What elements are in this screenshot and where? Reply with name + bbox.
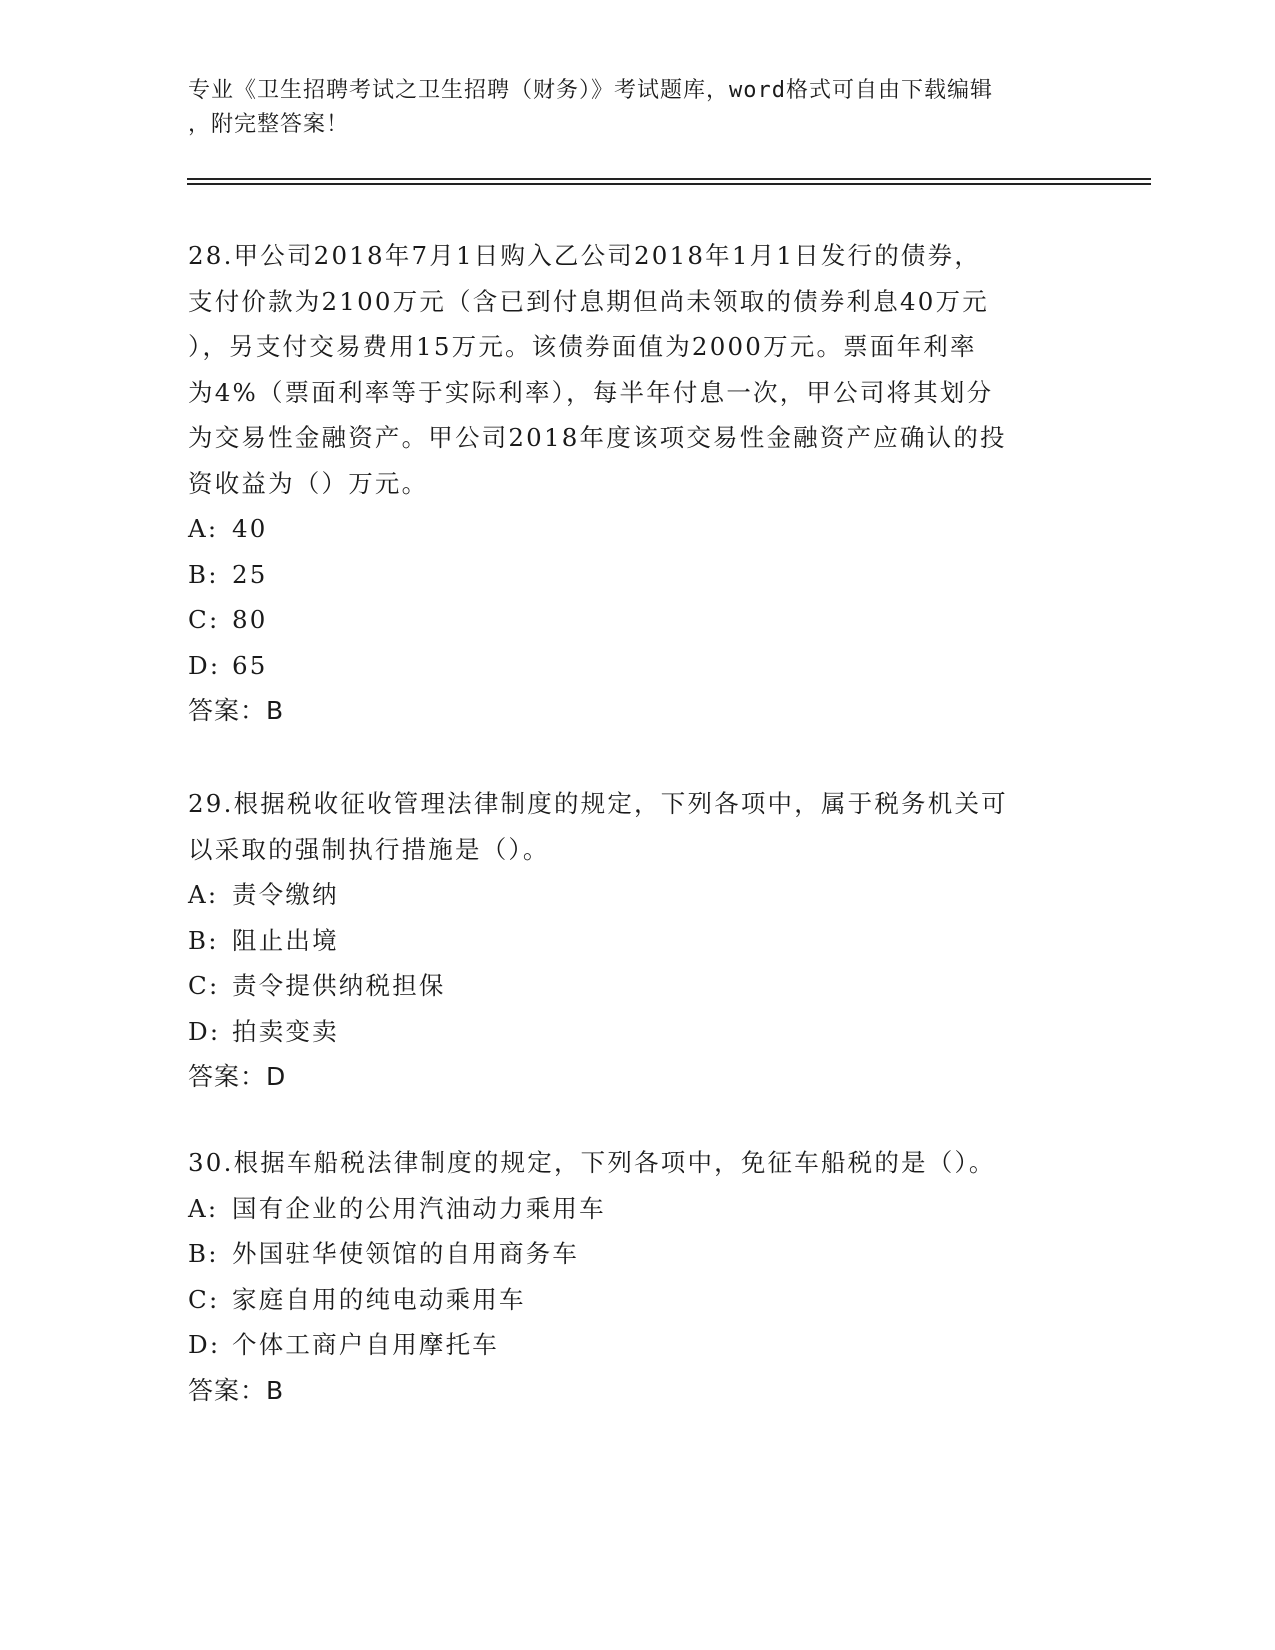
option-letter: D: <box>188 1016 221 1046</box>
option-letter: C: <box>188 605 220 634</box>
answer-line: 答案：B <box>188 1375 285 1405</box>
option-a <box>188 506 1088 552</box>
question-stem <box>188 1140 1088 1186</box>
header-line-1: 专业《卫生招聘考试之卫生招聘（财务）》考试题库，word格式可自由下载编辑 <box>188 78 993 103</box>
stem-line: 资收益为（）万元。 <box>188 468 429 498</box>
option-letter: C: <box>188 1284 220 1314</box>
option-text: 家庭自用的纯电动乘用车 <box>232 1284 526 1314</box>
stem-line: 支付价款为2100万元（含已到付息期但尚未领取的债券利息40万元 <box>188 286 989 316</box>
option-a <box>188 872 1088 918</box>
option-text: 65 <box>232 650 268 680</box>
stem-line: 30.根据车船税法律制度的规定，下列各项中，免征车船税的是（）。 <box>188 1148 996 1177</box>
option-c <box>188 597 1088 643</box>
option-letter: B: <box>188 925 219 955</box>
header-divider-bottom <box>187 183 1151 185</box>
header-line-2: ，附完整答案！ <box>188 112 350 137</box>
option-letter: D: <box>188 650 221 680</box>
stem-line: 28.甲公司2018年7月1日购入乙公司2018年1月1日发行的债券， <box>188 241 982 270</box>
option-d <box>188 1322 1088 1368</box>
question-30 <box>188 1140 1088 1413</box>
stem-line: 以采取的强制执行措施是（）。 <box>188 834 550 864</box>
answer-line: 答案：D <box>188 1062 287 1091</box>
stem-line: ），另支付交易费用15万元。该债券面值为2000万元。票面年利率 <box>188 332 977 361</box>
option-letter: B: <box>188 559 219 589</box>
option-b <box>188 552 1088 598</box>
option-letter: B: <box>188 1239 219 1268</box>
option-text: 40 <box>232 514 268 543</box>
option-text: 外国驻华使领馆的自用商务车 <box>232 1239 580 1268</box>
option-text: 国有企业的公用汽油动力乘用车 <box>232 1193 606 1223</box>
option-text: 拍卖变卖 <box>232 1016 339 1046</box>
question-stem <box>188 781 1088 872</box>
option-text: 责令缴纳 <box>232 880 339 909</box>
option-letter: A: <box>188 1193 219 1223</box>
header-divider-top <box>187 178 1151 180</box>
option-b <box>188 1231 1088 1277</box>
question-29 <box>188 781 1088 1100</box>
stem-line: 29.根据税收征收管理法律制度的规定，下列各项中，属于税务机关可 <box>188 789 1008 818</box>
question-28 <box>188 233 1088 734</box>
option-b <box>188 918 1088 964</box>
option-letter: C: <box>188 971 220 1000</box>
question-stem <box>188 233 1088 506</box>
stem-line: 为交易性金融资产。甲公司2018年度该项交易性金融资产应确认的投 <box>188 423 1007 452</box>
option-letter: D: <box>188 1330 221 1359</box>
option-text: 80 <box>232 605 268 634</box>
option-c <box>188 963 1088 1009</box>
option-text: 阻止出境 <box>232 925 339 955</box>
option-d <box>188 1009 1088 1055</box>
option-c <box>188 1277 1088 1323</box>
stem-line: 为4%（票面利率等于实际利率），每半年付息一次，甲公司将其划分 <box>188 377 994 407</box>
option-letter: A: <box>188 514 219 543</box>
option-letter: A: <box>188 880 219 909</box>
answer-line: 答案：B <box>188 696 285 725</box>
option-a <box>188 1186 1088 1232</box>
option-d <box>188 643 1088 689</box>
option-text: 责令提供纳税担保 <box>232 971 446 1000</box>
option-text: 个体工商户自用摩托车 <box>232 1330 499 1359</box>
document-header <box>188 74 1088 142</box>
option-text: 25 <box>232 559 268 589</box>
